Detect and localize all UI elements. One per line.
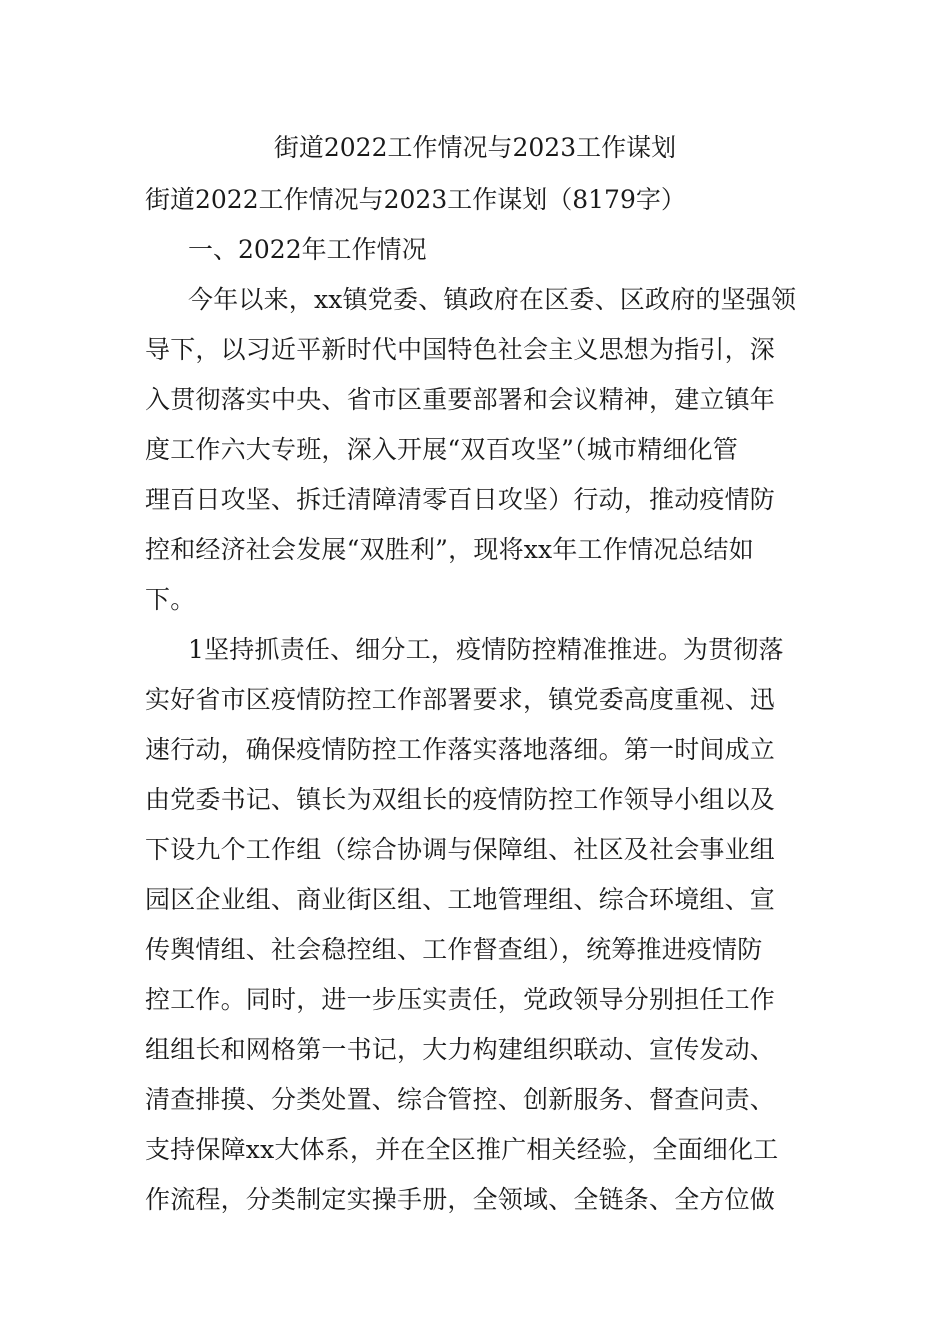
document-title: 街道2022工作情况与2023工作谋划 (273, 133, 677, 162)
paragraph-line: 下设九个工作组（综合协调与保障组、社区及社会事业组 (145, 835, 776, 864)
paragraph-line: 理百日攻坚、拆迁清障清零百日攻坚）行动，推动疫情防 (145, 485, 776, 514)
paragraph-line: 速行动，确保疫情防控工作落实落地落细。第一时间成立 (145, 735, 776, 764)
paragraph-line: 园区企业组、商业街区组、工地管理组、综合环境组、宣 (145, 885, 776, 914)
paragraph-work-overview (145, 275, 805, 625)
paragraph-line: 入贯彻落实中央、省市区重要部署和会议精神，建立镇年 (145, 385, 776, 414)
paragraph-line: 今年以来，xx镇党委、镇政府在区委、区政府的坚强领 (188, 285, 797, 314)
paragraph-line: 传舆情组、社会稳控组、工作督查组），统筹推进疫情防 (145, 935, 763, 964)
paragraph-line: 控和经济社会发展“双胜利”，现将xx年工作情况总结如 (145, 535, 754, 564)
paragraph-line: 由党委书记、镇长为双组长的疫情防控工作领导小组以及 (145, 785, 776, 814)
paragraph-line: 作流程，分类制定实操手册，全领域、全链条、全方位做 (145, 1185, 776, 1214)
paragraph-line: 导下，以习近平新时代中国特色社会主义思想为指引，深 (145, 335, 776, 364)
paragraph-line: 支持保障xx大体系，并在全区推广相关经验，全面细化工 (145, 1135, 779, 1164)
document-subtitle: 街道2022工作情况与2023工作谋划（8179字） (145, 185, 686, 214)
paragraph-line: 实好省市区疫情防控工作部署要求，镇党委高度重视、迅 (145, 685, 776, 714)
paragraph-line: 1坚持抓责任、细分工，疫情防控精准推进。为贯彻落 (188, 635, 784, 664)
section-heading: 一、2022年工作情况 (188, 235, 427, 264)
paragraph-line: 下。 (145, 585, 196, 614)
paragraph-line: 组组长和网格第一书记，大力构建组织联动、宣传发动、 (145, 1035, 776, 1064)
paragraph-line: 度工作六大专班，深入开展“双百攻坚”（城市精细化管 (145, 435, 739, 464)
paragraph-epidemic-control (145, 625, 805, 1225)
paragraph-line: 控工作。同时，进一步压实责任，党政领导分别担任工作 (145, 985, 776, 1014)
paragraph-line: 清查排摸、分类处置、综合管控、创新服务、督查问责、 (145, 1085, 776, 1114)
